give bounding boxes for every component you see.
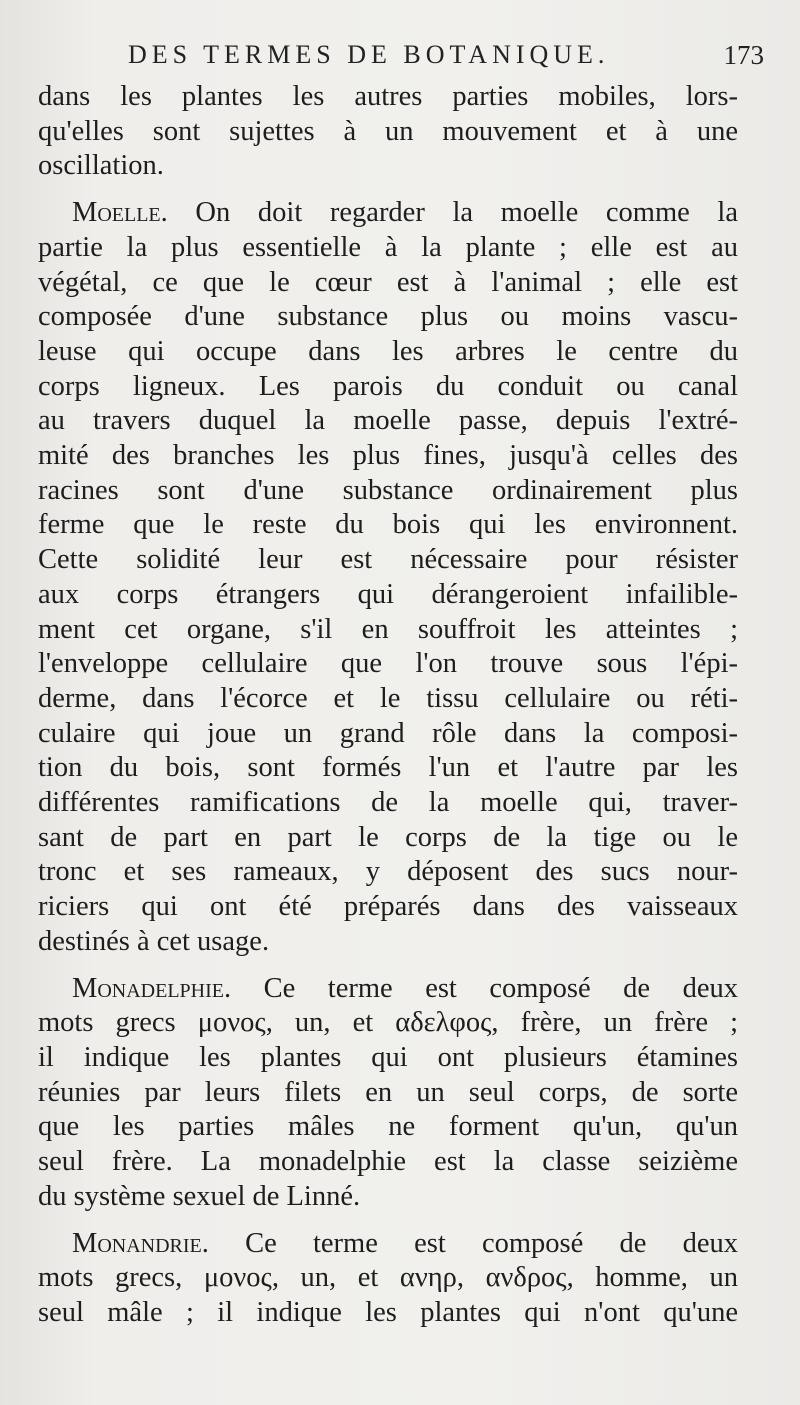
paragraph-continuation (38, 80, 738, 184)
text-line: au travers duquel la moelle passe, depuis l'extré- (38, 405, 738, 437)
text-line: Ce terme est composé de deux (231, 972, 738, 1004)
text-line: dans les plantes les autres parties mobiles, lors- (38, 81, 738, 112)
text-line: différentes ramifications de la moelle qui, traver- (38, 787, 738, 819)
page-body (38, 80, 738, 1331)
text-line: derme, dans l'écorce et le tissu cellulaire ou réti- (38, 682, 738, 714)
running-head: DES TERMES DE BOTANIQUE. (128, 40, 610, 69)
text-line: On doit regarder la moelle comme la (167, 197, 738, 229)
entry-term: Monandrie. (72, 1227, 209, 1259)
entry-term: Monadelphie. (72, 972, 232, 1004)
entry-first-line (38, 1227, 738, 1262)
entry-first-line (38, 972, 738, 1007)
text-line: il indique les plantes qui ont plusieurs étamines (38, 1041, 738, 1073)
text-line: destinés à cet usage. (38, 925, 270, 957)
text-line: qu'elles sont sujettes à un mouvement et à une (38, 115, 738, 147)
text-line: corps ligneux. Les parois du conduit ou canal (38, 370, 738, 402)
text-line: oscillation. (38, 150, 164, 182)
text-line: Cette solidité leur est nécessaire pour résister (38, 544, 738, 576)
entry-monadelphie (38, 972, 738, 1215)
text-line: réunies par leurs filets en un seul corps, de sorte (38, 1076, 738, 1108)
text-line: Ce terme est composé de deux (208, 1227, 738, 1259)
text-line: partie la plus essentielle à la plante ; elle est au (38, 231, 738, 263)
entry-moelle (38, 196, 738, 959)
entry-first-line (38, 196, 738, 231)
entry-monandrie (38, 1227, 738, 1331)
text-line: aux corps étrangers qui dérangeroient infailible- (38, 578, 738, 610)
text-line: mité des branches les plus fines, jusqu'à celles des (38, 440, 738, 472)
text-line: végétal, ce que le cœur est à l'animal ; elle est (38, 266, 738, 298)
page-header (128, 40, 770, 80)
text-line: riciers qui ont été préparés dans des vaisseaux (38, 891, 738, 923)
page-number: 173 (723, 40, 764, 70)
text-line: mots grecs μονος, un, et αδελφος, frère, un frère ; (38, 1007, 738, 1039)
text-line: racines sont d'une substance ordinairement plus (38, 474, 738, 506)
text-line: l'enveloppe cellulaire que l'on trouve sous l'épi- (38, 648, 738, 680)
text-line: composée d'une substance plus ou moins vascu- (38, 301, 738, 333)
text-line: seul mâle ; il indique les plantes qui n'ont qu'une (38, 1296, 738, 1328)
text-line: sant de part en part le corps de la tige ou le (38, 821, 738, 853)
text-line: que les parties mâles ne forment qu'un, qu'un (38, 1111, 738, 1143)
text-line: tronc et ses rameaux, y déposent des sucs nour- (38, 856, 738, 888)
text-line: leuse qui occupe dans les arbres le centre du (38, 335, 738, 367)
text-line: tion du bois, sont formés l'un et l'autre par les (38, 752, 738, 784)
text-line: seul frère. La monadelphie est la classe seizième (38, 1146, 738, 1178)
text-line: mots grecs, μονος, un, et ανηρ, ανδρος, homme, un (38, 1262, 738, 1294)
text-line: culaire qui joue un grand rôle dans la composi- (38, 717, 738, 749)
entry-term: Moelle. (72, 197, 168, 229)
text-line: ment cet organe, s'il en souffroit les atteintes ; (38, 613, 738, 645)
text-line: ferme que le reste du bois qui les environnent. (38, 509, 738, 541)
text-line: du système sexuel de Linné. (38, 1180, 361, 1212)
